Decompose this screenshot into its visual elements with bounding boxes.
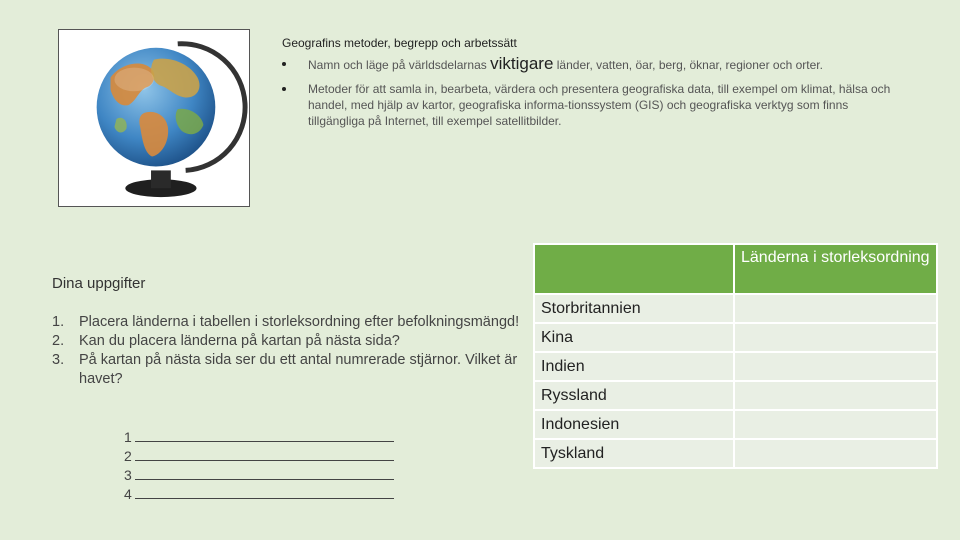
- answer-row: [124, 447, 394, 466]
- answer-number: 3: [124, 467, 132, 483]
- rank-cell[interactable]: [734, 439, 937, 468]
- globe-image: [58, 29, 250, 207]
- table-header-empty: [534, 244, 734, 294]
- highlight-word: viktigare: [490, 54, 554, 73]
- answer-blanks: [124, 428, 394, 504]
- task-number: 1.: [52, 314, 65, 330]
- answer-number: 1: [124, 429, 132, 445]
- task-number: 3.: [52, 352, 65, 368]
- table-row: [534, 410, 937, 439]
- tasks-list: [52, 313, 522, 389]
- answer-row: [124, 485, 394, 504]
- answer-row: [124, 466, 394, 485]
- country-cell: Storbritannien: [534, 294, 734, 323]
- country-cell: Ryssland: [534, 381, 734, 410]
- answer-line[interactable]: [135, 448, 394, 461]
- methods-bullet-2: [282, 81, 892, 129]
- country-cell: Tyskland: [534, 439, 734, 468]
- table-row: [534, 352, 937, 381]
- rank-cell[interactable]: [734, 294, 937, 323]
- table-header-row: [534, 244, 937, 294]
- methods-title: Geografins metoder, begrepp och arbetssätt: [282, 36, 517, 50]
- country-cell: Kina: [534, 323, 734, 352]
- countries-table: [533, 243, 938, 469]
- answer-line[interactable]: [135, 467, 394, 480]
- globe-illustration: [59, 30, 249, 206]
- table-row: [534, 294, 937, 323]
- task-text: Kan du placera länderna på kartan på nästa sida?: [79, 333, 400, 349]
- task-item: [52, 332, 522, 351]
- bullet-icon: [282, 87, 286, 91]
- rank-cell[interactable]: [734, 323, 937, 352]
- bullet-text-after: länder, vatten, öar, berg, öknar, regioner och orter.: [553, 58, 823, 72]
- tasks-heading: Dina uppgifter: [52, 275, 146, 292]
- methods-section: [282, 36, 892, 137]
- rank-cell[interactable]: [734, 410, 937, 439]
- task-item: [52, 351, 522, 389]
- answer-row: [124, 428, 394, 447]
- task-text: På kartan på nästa sida ser du ett antal numrerade stjärnor. Vilket är havet?: [79, 352, 518, 387]
- country-cell: Indien: [534, 352, 734, 381]
- bullet-text-before: Namn och läge på världsdelarnas: [308, 58, 491, 72]
- answer-number: 4: [124, 486, 132, 502]
- rank-cell[interactable]: [734, 381, 937, 410]
- rank-cell[interactable]: [734, 352, 937, 381]
- task-number: 2.: [52, 333, 65, 349]
- task-item: [52, 313, 522, 332]
- table-row: [534, 439, 937, 468]
- country-cell: Indonesien: [534, 410, 734, 439]
- table-row: [534, 323, 937, 352]
- task-text: Placera länderna i tabellen i storleksordning efter befolkningsmängd!: [79, 314, 520, 330]
- table-row: [534, 381, 937, 410]
- answer-number: 2: [124, 448, 132, 464]
- table-header-label: Länderna i storleksordning: [734, 244, 937, 294]
- methods-list: [282, 56, 892, 129]
- answer-line[interactable]: [135, 429, 394, 442]
- answer-line[interactable]: [135, 486, 394, 499]
- bullet-text: Metoder för att samla in, bearbeta, värdera och presentera geografiska data, till exempel om klimat, hälsa och handel, med hjälp av kartor, geografiska informa-tionssystem (GIS) och geografiska verktyg som finns tillgängliga på Internet, till exempel satellitbilder.: [308, 82, 891, 128]
- methods-bullet-1: [282, 56, 892, 73]
- bullet-icon: [282, 62, 286, 66]
